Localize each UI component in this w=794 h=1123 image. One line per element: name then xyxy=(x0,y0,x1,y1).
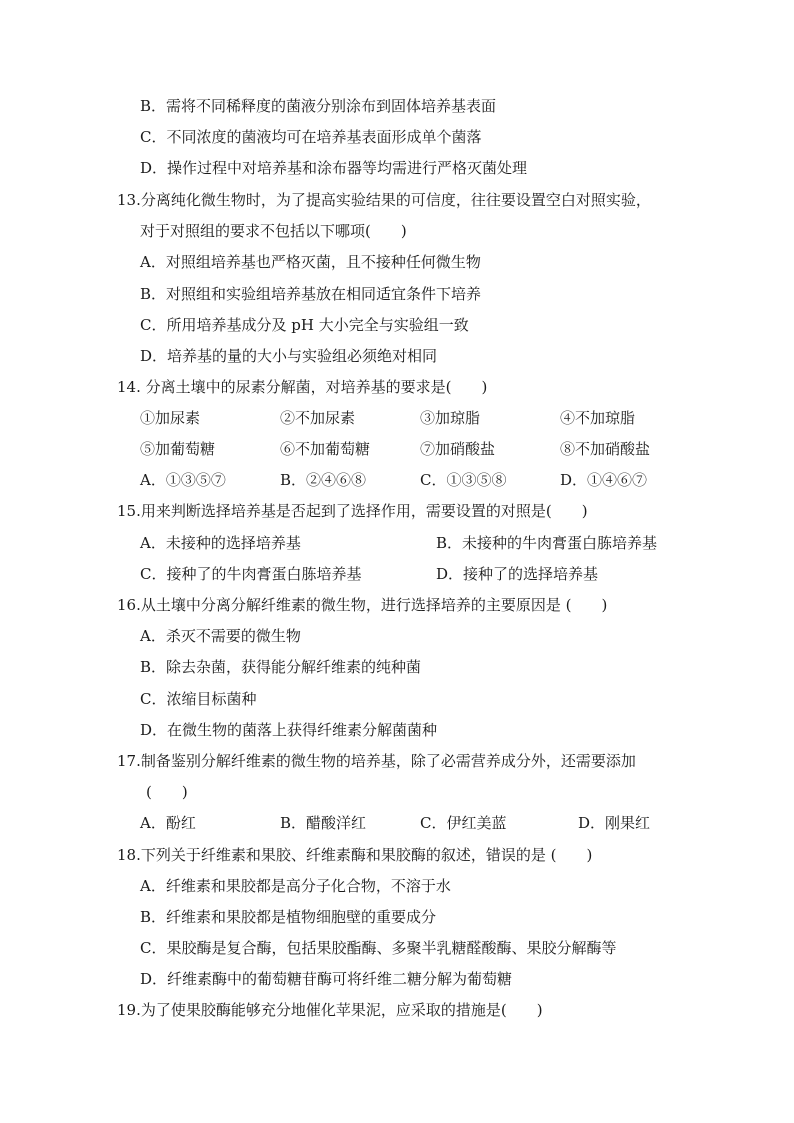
q16-stem: 16.从土壤中分离分解纤维素的微生物，进行选择培养的主要原因是 ( ) xyxy=(117,596,608,614)
q16-option-a: A．杀灭不需要的微生物 xyxy=(140,627,301,645)
q12-option-b: B．需将不同稀释度的菌液分别涂布到固体培养基表面 xyxy=(140,97,497,115)
q17-stem-line1: 17.制备鉴别分解纤维素的微生物的培养基，除了必需营养成分外，还需要添加 xyxy=(117,752,636,770)
q19-stem: 19.为了使果胶酶能够充分地催化苹果泥，应采取的措施是( ) xyxy=(117,1001,543,1019)
q13-option-d: D．培养基的量的大小与实验组必须绝对相同 xyxy=(140,347,438,365)
q15-option-c: C．接种了的牛肉膏蛋白胨培养基 xyxy=(140,565,362,583)
q13-stem-line2: 对于对照组的要求不包括以下哪项( ) xyxy=(140,222,407,240)
q17-option-c: C．伊红美蓝 xyxy=(420,814,507,832)
q14-item: ②不加尿素 xyxy=(280,409,356,427)
q17-stem-line2: ( ) xyxy=(146,783,188,801)
q13-option-c: C．所用培养基成分及 pH 大小完全与实验组一致 xyxy=(140,316,469,334)
q18-option-c: C．果胶酶是复合酶，包括果胶酯酶、多聚半乳糖醛酸酶、果胶分解酶等 xyxy=(140,939,617,957)
q15-option-a: A．未接种的选择培养基 xyxy=(140,534,301,552)
q15-stem: 15.用来判断选择培养基是否起到了选择作用，需要设置的对照是( ) xyxy=(117,502,588,520)
q15-option-b: B．未接种的牛肉膏蛋白胨培养基 xyxy=(436,534,658,552)
q14-option-c: C．①③⑤⑧ xyxy=(420,471,507,489)
q14-option-a: A．①③⑤⑦ xyxy=(140,471,226,489)
q14-item: ⑤加葡萄糖 xyxy=(140,440,216,458)
q14-item: ⑦加硝酸盐 xyxy=(420,440,496,458)
q13-option-b: B．对照组和实验组培养基放在相同适宜条件下培养 xyxy=(140,285,482,303)
q17-option-b: B．醋酸洋红 xyxy=(280,814,367,832)
q18-option-b: B．纤维素和果胶都是植物细胞壁的重要成分 xyxy=(140,908,437,926)
q18-option-a: A．纤维素和果胶都是高分子化合物，不溶于水 xyxy=(140,877,451,895)
q16-option-b: B．除去杂菌，获得能分解纤维素的纯种菌 xyxy=(140,658,422,676)
q17-option-d: D．刚果红 xyxy=(578,814,651,832)
q14-item: ①加尿素 xyxy=(140,409,201,427)
q18-option-d: D．纤维素酶中的葡萄糖苷酶可将纤维二糖分解为葡萄糖 xyxy=(140,970,513,988)
q14-option-b: B．②④⑥⑧ xyxy=(280,471,367,489)
q14-item: ⑧不加硝酸盐 xyxy=(560,440,651,458)
q14-item: ④不加琼脂 xyxy=(560,409,636,427)
q14-item: ③加琼脂 xyxy=(420,409,481,427)
q13-option-a: A．对照组培养基也严格灭菌，且不接种任何微生物 xyxy=(140,253,481,271)
q15-option-d: D．接种了的选择培养基 xyxy=(436,565,599,583)
q14-option-d: D．①④⑥⑦ xyxy=(560,471,648,489)
q16-option-c: C．浓缩目标菌种 xyxy=(140,690,257,708)
q17-option-a: A．酚红 xyxy=(140,814,196,832)
q14-item: ⑥不加葡萄糖 xyxy=(280,440,371,458)
q18-stem: 18.下列关于纤维素和果胶、纤维素酶和果胶酶的叙述，错误的是 ( ) xyxy=(117,846,593,864)
q12-option-c: C．不同浓度的菌液均可在培养基表面形成单个菌落 xyxy=(140,128,482,146)
q13-stem-line1: 13.分离纯化微生物时，为了提高实验结果的可信度，往往要设置空白对照实验， xyxy=(117,191,651,209)
q12-option-d: D．操作过程中对培养基和涂布器等均需进行严格灭菌处理 xyxy=(140,159,528,177)
q14-stem: 14. 分离土壤中的尿素分解菌，对培养基的要求是( ) xyxy=(117,378,488,396)
q16-option-d: D．在微生物的菌落上获得纤维素分解菌菌种 xyxy=(140,721,438,739)
